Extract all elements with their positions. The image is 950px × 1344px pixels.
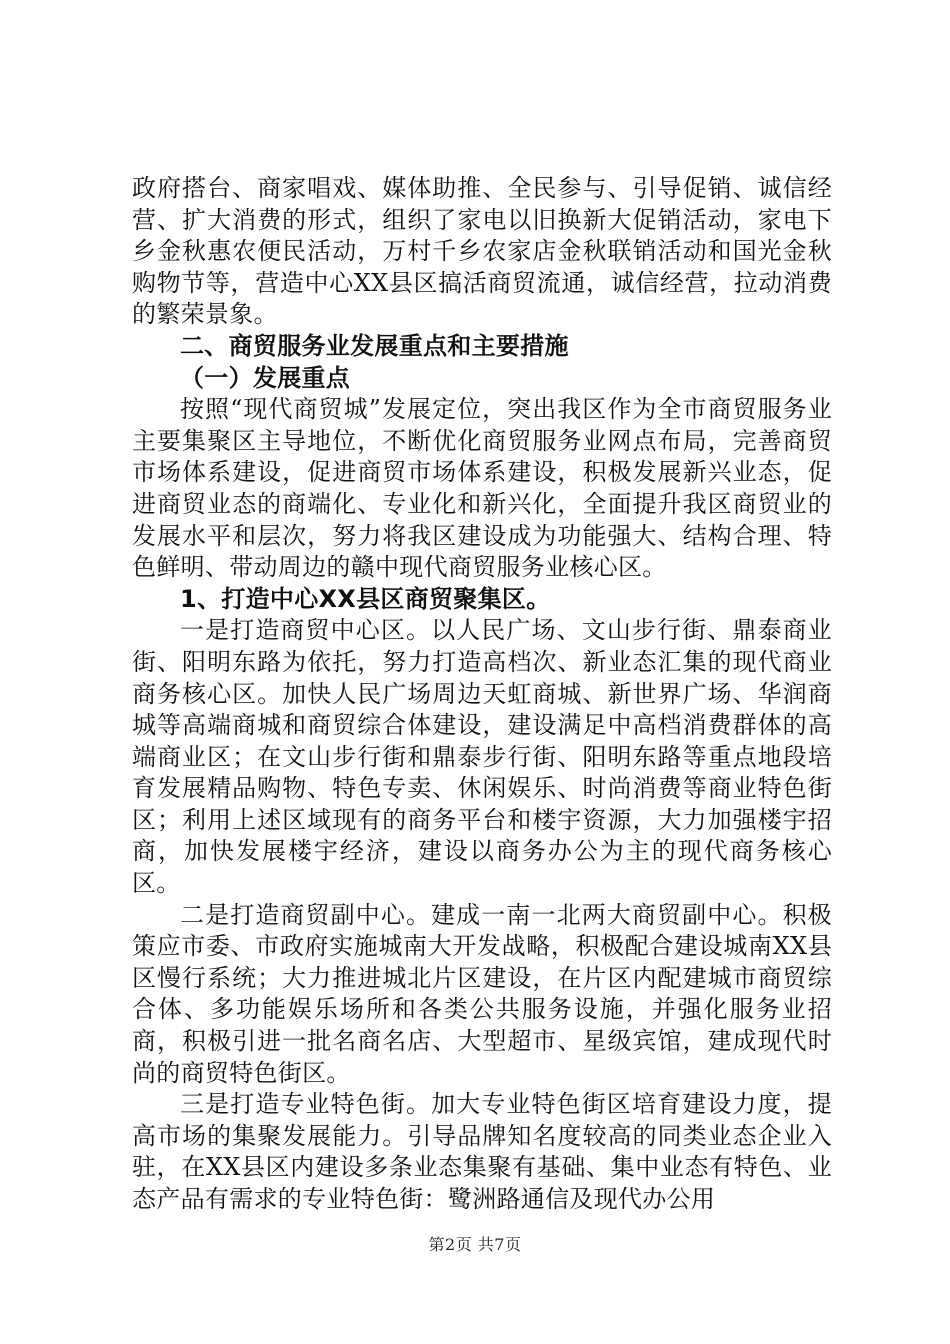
paragraph-commerce-sub-center: 二是打造商贸副中心。建成一南一北两大商贸副中心。积极策应市委、市政府实施城南大开发战略，积极配合建设城南XX县区慢行系统；大力推进城北片区建设，在片区内配建城市商贸综合体、多功能娱乐场所和各类公共服务设施，并强化服务业招商，积极引进一批名商名店、大型超市、星级宾馆，建成现代时尚的商贸特色街区。 xyxy=(132,900,832,1087)
document-body xyxy=(132,173,832,1216)
paragraph-promotion-activities: 政府搭台、商家唱戏、媒体助推、全民参与、引导促销、诚信经营、扩大消费的形式，组织了家电以旧换新大促销活动，家电下乡金秋惠农便民活动，万村千乡农家店金秋联销活动和国光金秋购物节等，营造中心XX县区搞活商贸流通，诚信经营，拉动消费的繁荣景象。 xyxy=(132,174,832,329)
section-heading-development-focus-measures: 二、商贸服务业发展重点和主要措施 xyxy=(180,331,569,360)
paragraph-development-positioning: 按照“现代商贸城”发展定位，突出我区作为全市商贸服务业主要集聚区主导地位，不断优化商贸服务业网点布局，完善商贸市场体系建设，促进商贸市场体系建设，积极发展新兴业态，促进商贸业态的商端化、专业化和新兴化，全面提升我区商贸业的发展水平和层次，努力将我区建设成为功能强大、结构合理、特色鲜明、带动周边的赣中现代商贸服务业核心区。 xyxy=(132,395,832,582)
paragraph-commerce-center: 一是打造商贸中心区。以人民广场、文山步行街、鼎泰商业街、阳明东路为依托，努力打造高档次、新业态汇集的现代商业商务核心区。加快人民广场周边天虹商城、新世界广场、华润商城等高端商城和商贸综合体建设，建设满足中高档消费群体的高端商业区；在文山步行街和鼎泰步行街、阳明东路等重点地段培育发展精品购物、特色专卖、休闲娱乐、时尚消费等商业特色街区；利用上述区域现有的商务平台和楼宇资源，大力加强楼宇招商，加快发展楼宇经济，建设以商务办公为主的现代商务核心区。 xyxy=(132,616,832,898)
subsection-heading-development-focus: （一）发展重点 xyxy=(180,363,351,392)
page-number-footer: 第2页 共7页 xyxy=(428,1235,522,1254)
item-heading-commerce-cluster: 1、打造中心XX县区商贸聚集区。 xyxy=(180,584,551,613)
paragraph-specialty-street: 三是打造专业特色街。加大专业特色街区培育建设力度，提高市场的集聚发展能力。引导品牌知名度较高的同类业态企业入驻，在XX县区内建设多条业态集聚有基础、集中业态有特色、业态产品有需求的专业特色街：鹭洲路通信及现代办公用 xyxy=(132,1090,832,1213)
